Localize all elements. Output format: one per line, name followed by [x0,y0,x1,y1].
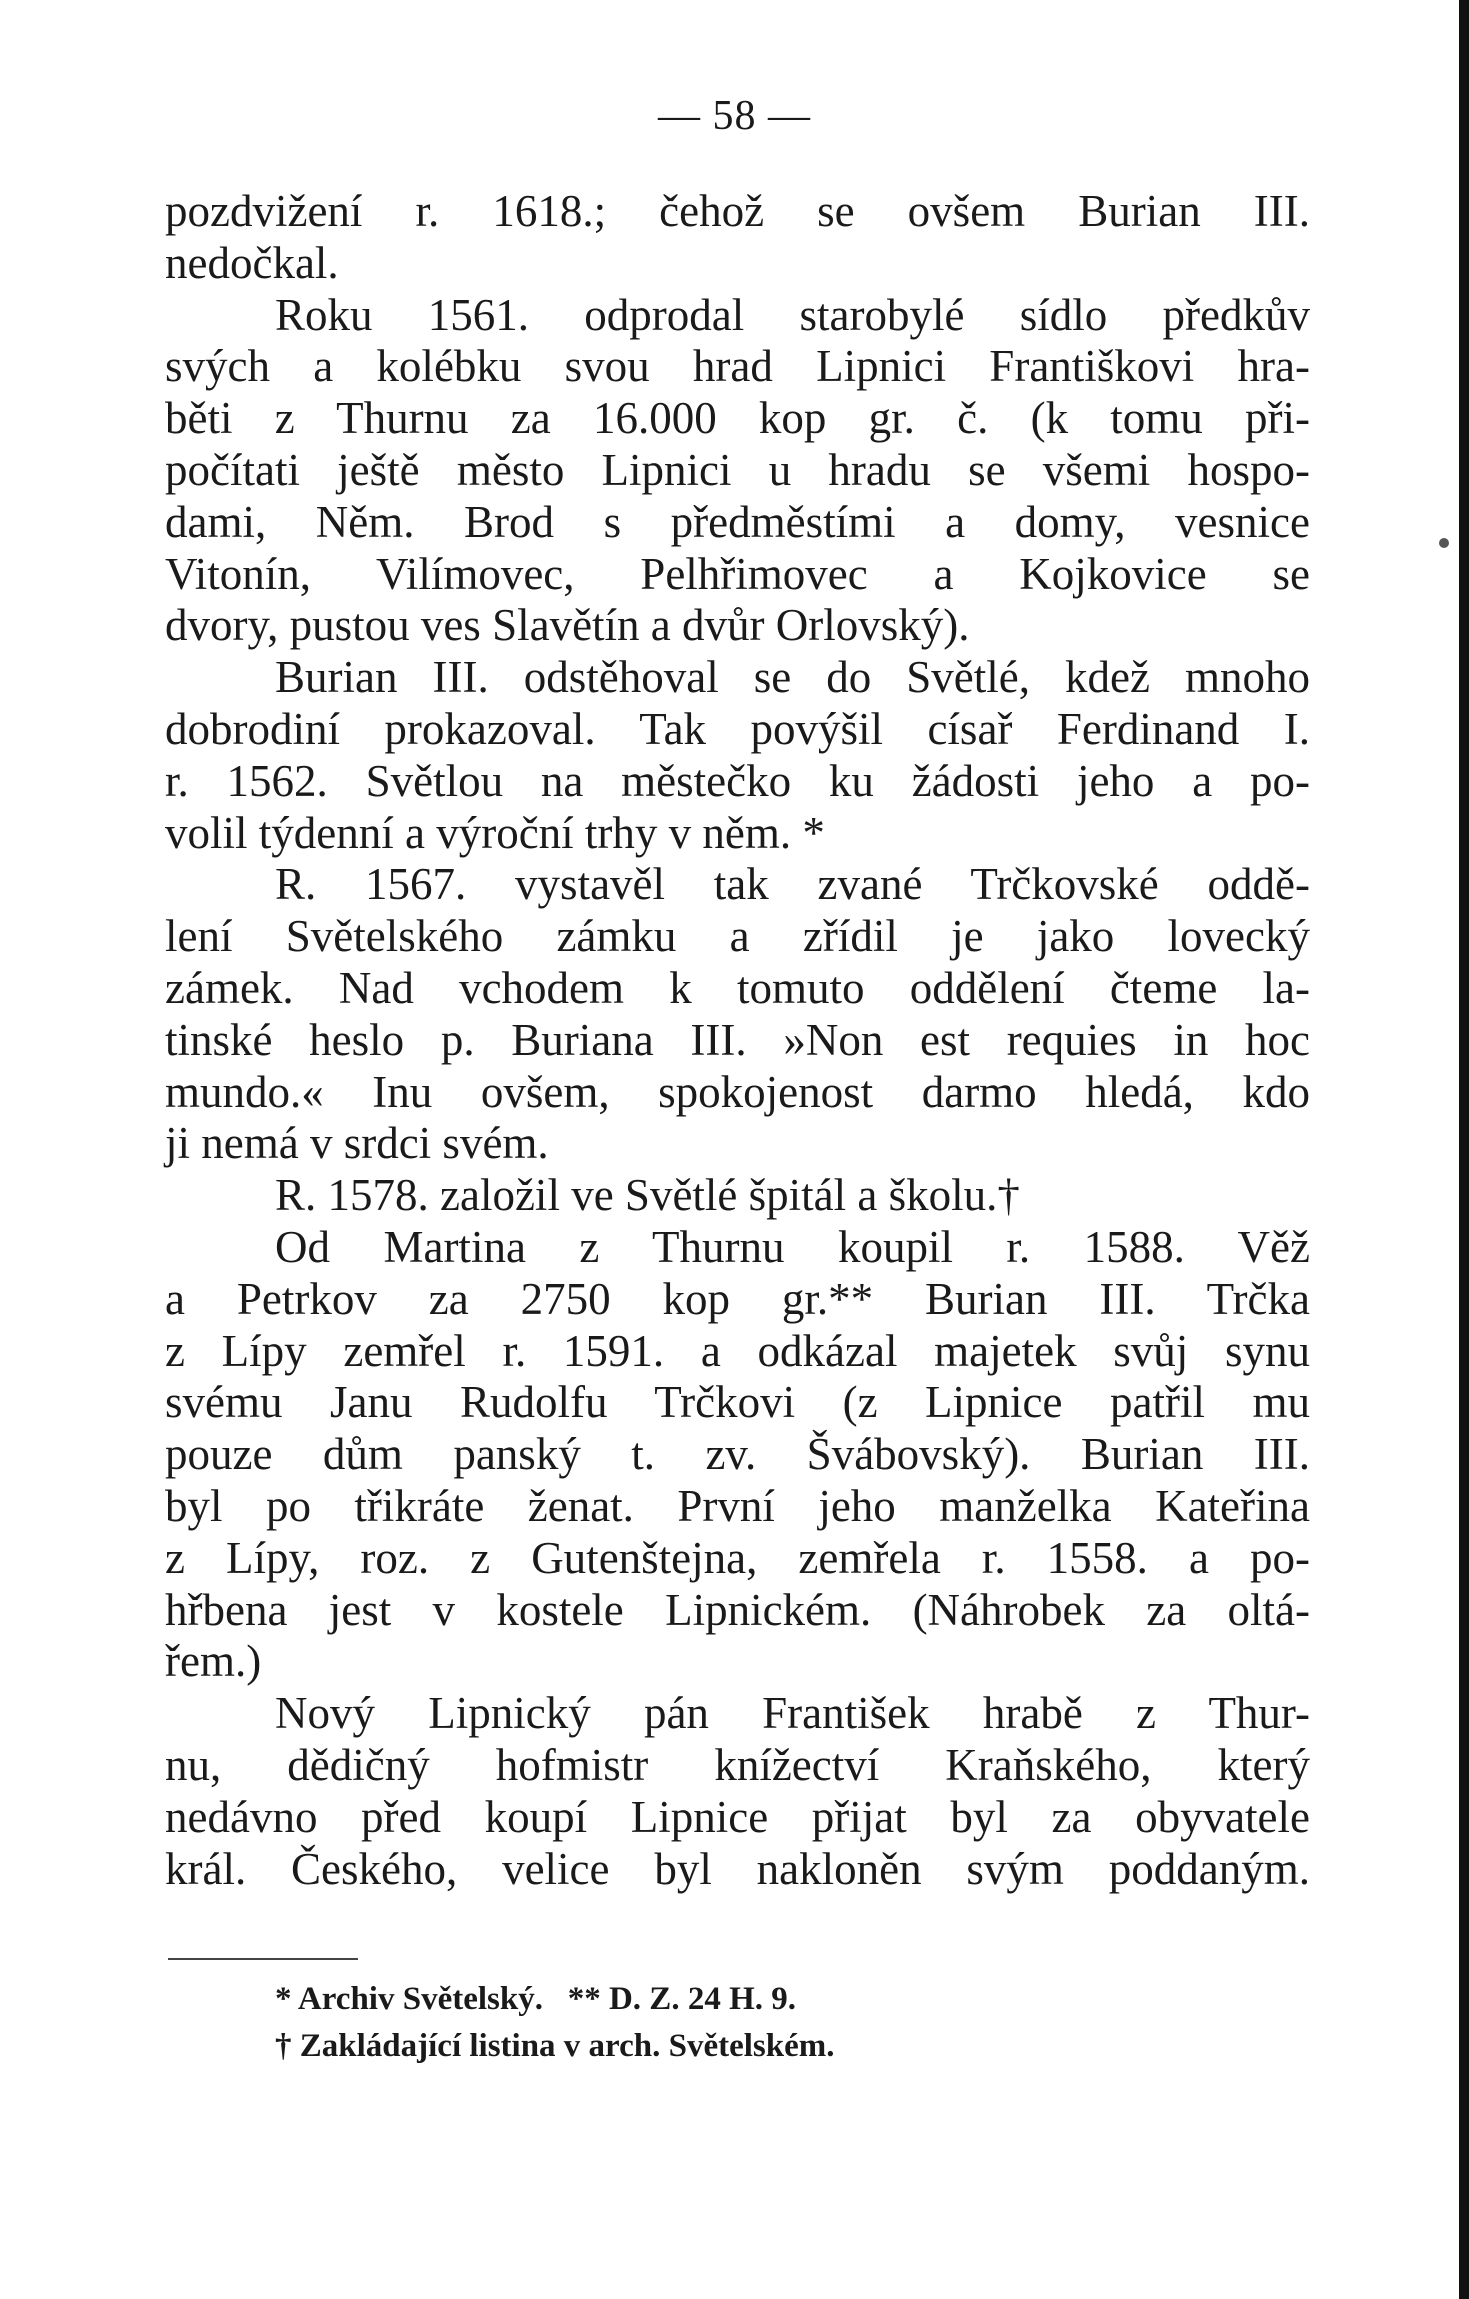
text-line: lení Světelského zámku a zřídil je jako lovecký [165,911,1310,962]
text-line: R. 1578. založil ve Světlé špitál a školu.† [275,1170,1020,1221]
text-line: dvory, pustou ves Slavětín a dvůr Orlovský). [165,600,970,651]
text-line: Burian III. odstěhoval se do Světlé, kdež mnoho [275,652,1310,703]
text-line: řem.) [165,1636,262,1687]
margin-mark [1439,538,1449,548]
text-line: byl po třikráte ženat. První jeho manželka Kateřina [165,1480,1310,1531]
text-line: Od Martina z Thurnu koupil r. 1588. Věž [275,1221,1310,1272]
text-line: dami, Něm. Brod s předměstími a domy, vesnice [165,496,1310,547]
page-number: — 58 — [658,93,811,139]
body-text [165,186,1310,1895]
footnote: † Zakládající listina v arch. Světelském. [275,2028,835,2064]
text-line: pouze dům panský t. zv. Švábovský). Burian III. [165,1429,1310,1480]
text-line: král. Českého, velice byl nakloněn svým poddaným. [165,1843,1310,1894]
text-line: volil týdenní a výroční trhy v něm. * [165,807,825,858]
footnotes [275,1976,1175,2070]
text-line: Vitonín, Vilímovec, Pelhřimovec a Kojkovice se [165,548,1310,599]
footnote: * Archiv Světelský. ** D. Z. 24 H. 9. [275,1981,796,2017]
text-line: tinské heslo p. Buriana III. »Non est requies in hoc [165,1014,1310,1065]
text-line: běti z Thurnu za 16.000 kop gr. č. (k tomu při- [165,393,1310,444]
text-line: nedočkal. [165,237,339,288]
text-line: pozdvižení r. 1618.; čehož se ovšem Burian III. [165,186,1310,236]
text-line: dobrodiní prokazoval. Tak povýšil císař Ferdinand I. [165,703,1310,754]
page-edge [1459,0,1469,2299]
text-line: svých a kolébku svou hrad Lipnici Františkovi hra- [165,341,1310,392]
footnote-separator [168,1958,358,1960]
text-line: svému Janu Rudolfu Trčkovi (z Lipnice patřil mu [165,1377,1310,1428]
text-line: ji nemá v srdci svém. [165,1118,549,1169]
text-line: Roku 1561. odprodal starobylé sídlo předkův [275,289,1310,340]
text-line: mundo.« Inu ovšem, spokojenost darmo hledá, kdo [165,1066,1310,1117]
text-line: nu, dědičný hofmistr knížectví Kraňského, který [165,1739,1310,1790]
text-line: hřbena jest v kostele Lipnickém. (Náhrobek za oltá- [165,1584,1310,1635]
text-line: z Lípy zemřel r. 1591. a odkázal majetek svůj synu [165,1325,1310,1376]
text-line: zámek. Nad vchodem k tomuto oddělení čteme la- [165,962,1310,1013]
text-line: nedávno před koupí Lipnice přijat byl za obyvatele [165,1791,1310,1842]
text-line: R. 1567. vystavěl tak zvané Trčkovské oddě- [275,859,1310,910]
text-line: počítati ještě město Lipnici u hradu se všemi hospo- [165,444,1310,495]
text-line: Nový Lipnický pán František hrabě z Thur- [275,1688,1310,1739]
text-line: a Petrkov za 2750 kop gr.** Burian III. Trčka [165,1273,1310,1324]
text-line: z Lípy, roz. z Gutenštejna, zemřela r. 1558. a po- [165,1532,1310,1583]
text-line: r. 1562. Světlou na městečko ku žádosti jeho a po- [165,755,1310,806]
